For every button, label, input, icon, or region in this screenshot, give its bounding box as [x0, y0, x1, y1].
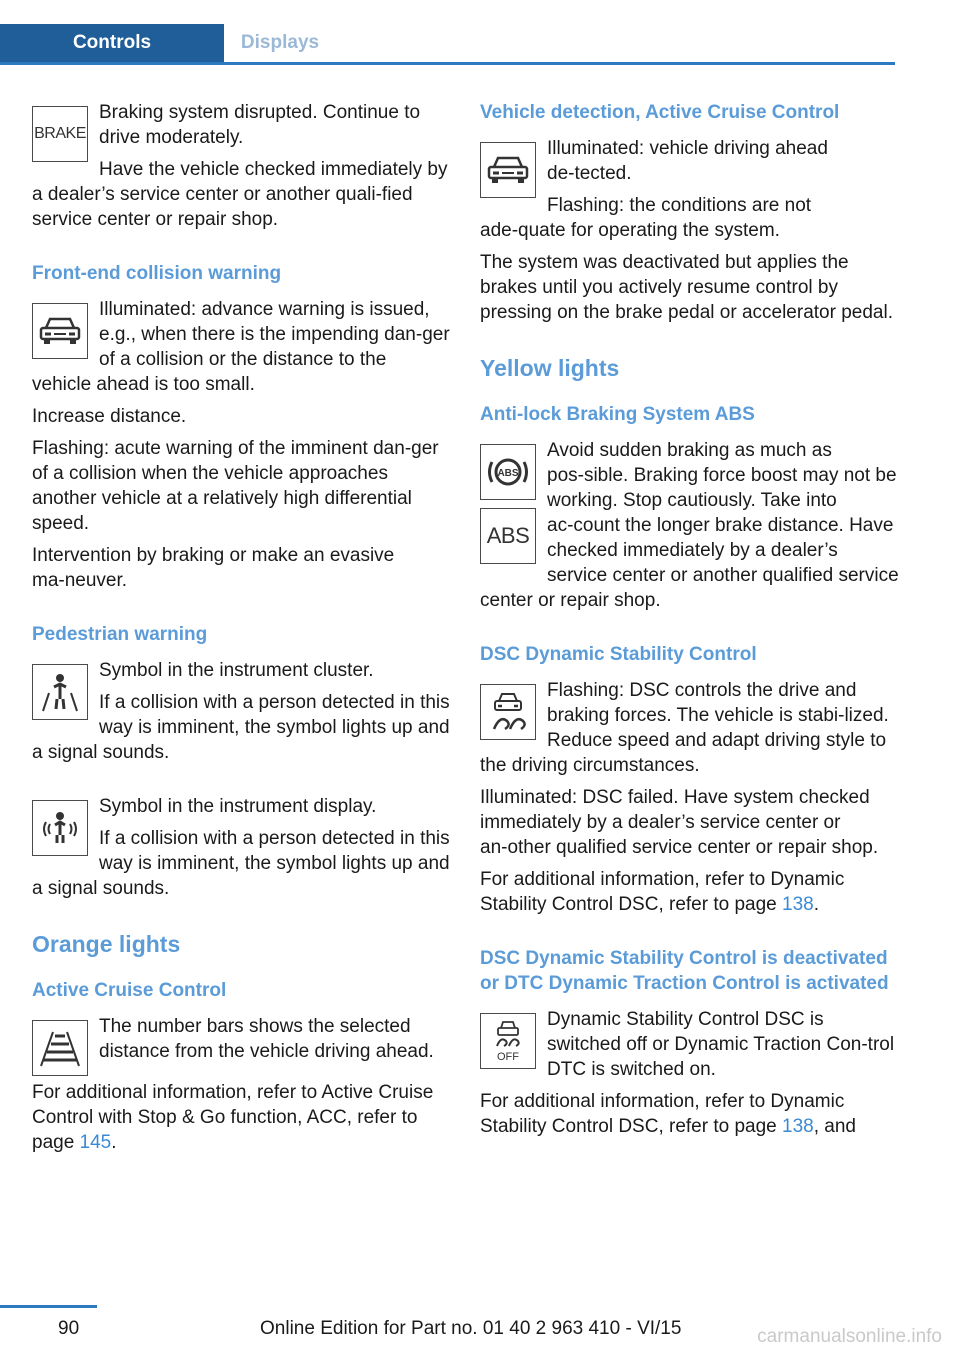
vd-text-2: Flashing: the conditions are not ade‑quate for operating the system. — [480, 195, 812, 241]
svg-text:ABS: ABS — [497, 468, 519, 479]
brake-warning-icon: BRAKE — [32, 106, 88, 162]
right-column — [480, 100, 900, 1146]
front-collision-car-icon — [32, 303, 88, 359]
watermark: carmanualsonline.info — [757, 1326, 942, 1347]
page-link-138[interactable]: 138 — [782, 894, 814, 915]
fcw-text-2: Increase distance. — [32, 406, 187, 427]
tab-controls[interactable]: Controls — [0, 24, 224, 62]
acc-heading: Active Cruise Control — [32, 980, 227, 1001]
pedestrian-display-icon — [32, 800, 88, 856]
front-collision-heading: Front-end collision warning — [32, 263, 282, 284]
tab-displays[interactable]: Displays — [224, 24, 336, 62]
abs-text-icon: ABS — [480, 508, 536, 564]
yellow-lights-heading: Yellow lights — [480, 355, 620, 381]
fcw-text-1: Illuminated: advance warning is issued, e.g., when there is the impending dan‑ger of a collision or the distance to the vehicle ahead is too small. — [32, 299, 450, 395]
dtc-heading: DSC Dynamic Stability Control is deactivated or DTC Dynamic Traction Control is activated — [480, 948, 889, 994]
dsc-heading: DSC Dynamic Stability Control — [480, 644, 757, 665]
online-edition-text: Online Edition for Part no. 01 40 2 963 410 - VI/15 — [260, 1318, 682, 1339]
vd-text-1: Illuminated: vehicle driving ahead de‑tected. — [547, 138, 828, 184]
acc-distance-bars-icon — [32, 1020, 88, 1076]
dsc-text-1: Flashing: DSC controls the drive and braking forces. The vehicle is stabi‑lized. Reduce speed and adapt driving style to the driving circumstances. — [480, 680, 889, 776]
svg-text:OFF: OFF — [497, 1051, 519, 1063]
dsc-text-3: For additional information, refer to Dynamic Stability Control DSC, refer to page 138. — [480, 869, 845, 915]
dtc-text-2: For additional information, refer to Dynamic Stability Control DSC, refer to page 138, and — [480, 1091, 856, 1137]
brake-text-1: Braking system disrupted. Continue to drive moderately. — [99, 102, 421, 148]
dsc-text-2: Illuminated: DSC failed. Have system checked immediately by a dealer’s service center or an‑other qualified service center or repair shop. — [480, 787, 879, 858]
page-link-145[interactable]: 145 — [79, 1132, 112, 1153]
pedestrian-heading: Pedestrian warning — [32, 624, 208, 645]
vehicle-detection-heading: Vehicle detection, Active Cruise Control — [480, 102, 840, 123]
acc-text-1: The number bars shows the selected distance from the vehicle driving ahead. — [99, 1016, 434, 1062]
header-bar — [0, 0, 895, 65]
ped-display-text-2: If a collision with a person detected in this way is imminent, the symbol lights up and a signal sounds. — [32, 828, 450, 899]
dtc-text-1: Dynamic Stability Control DSC is switched off or Dynamic Traction Con‑trol DTC is switched on. — [547, 1009, 895, 1080]
fcw-text-4: Intervention by braking or make an evasive ma‑neuver. — [32, 545, 395, 591]
pedestrian-cluster-icon — [32, 664, 88, 720]
ped-cluster-text-1: Symbol in the instrument cluster. — [99, 660, 374, 681]
dsc-off-icon — [480, 1013, 536, 1069]
abs-circle-icon — [480, 444, 536, 500]
fcw-text-3: Flashing: acute warning of the imminent dan‑ger of a collision when the vehicle approaches another vehicle at a relatively high differential speed. — [32, 438, 439, 534]
brake-text-2: Have the vehicle checked immediately by a dealer’s service center or another quali‑fied service center or repair shop. — [32, 159, 448, 230]
vd-text-3: The system was deactivated but applies the brakes until you actively resume control by pressing on the brake pedal or accelerator pedal. — [480, 252, 893, 323]
footer-rule — [0, 1305, 97, 1308]
abs-heading: Anti-lock Braking System ABS — [480, 404, 755, 425]
abs-text-1: Avoid sudden braking as much as pos‑sible. Braking force boost may not be working. Stop cautiously. Take into ac‑count the longer brake distance. Have checked immediately by a dealer’s service center or another qualified service center or repair shop. — [480, 440, 899, 611]
page-number: 90 — [58, 1318, 80, 1339]
acc-text-2: For additional information, refer to Active Cruise Control with Stop & Go function, ACC, refer to page 145. — [32, 1082, 434, 1153]
vehicle-detection-car-icon — [480, 142, 536, 198]
ped-display-text-1: Symbol in the instrument display. — [99, 796, 377, 817]
orange-lights-heading: Orange lights — [32, 931, 181, 957]
left-column — [32, 100, 450, 1162]
page-link-138-b[interactable]: 138 — [782, 1116, 814, 1137]
dsc-skid-car-icon — [480, 684, 536, 740]
ped-cluster-text-2: If a collision with a person detected in this way is imminent, the symbol lights up and a signal sounds. — [32, 692, 450, 763]
